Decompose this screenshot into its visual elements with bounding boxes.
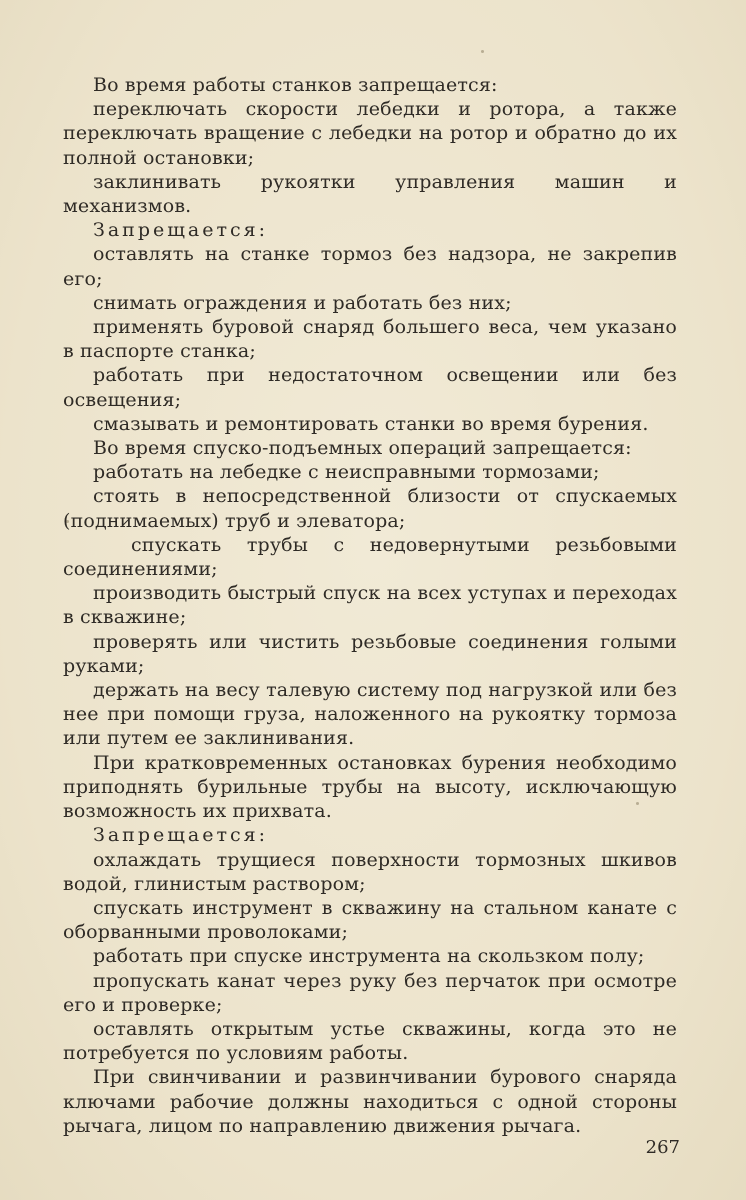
paragraph: смазывать и ремонтировать станки во время бурения. <box>93 412 649 435</box>
paragraph: применять буровой снаряд большего веса, чем указано в паспорте станка; <box>63 316 677 363</box>
page-number: 267 <box>645 1137 680 1158</box>
paragraph: стоять в непосредственной близости от спускаемых (поднимаемых) труб и элеватора; <box>63 485 677 532</box>
paragraph: работать при спуске инструмента на скользком полу; <box>93 945 645 968</box>
paragraph: производить быстрый спуск на всех уступах и переходах в скважине; <box>63 582 677 629</box>
paragraph: Во время спуско-подъемных операций запрещается: <box>93 437 632 460</box>
paragraph: заклинивать рукоятки управления машин и механизмов. <box>63 170 677 218</box>
paragraph: работать на лебедке с неисправными тормозами; <box>93 461 600 484</box>
paragraph: снимать ограждения и работать без них; <box>93 291 512 314</box>
paragraph: При свинчивании и развинчивании бурового снаряда ключами рабочие должны находиться с одной стороны рычага, лицом по направлению движения рычага. <box>63 1066 677 1137</box>
paragraph: держать на весу талевую систему под нагрузкой или без нее при помощи груза, наложенного на рукоятку тормоза или путем ее заклинивания. <box>63 679 677 750</box>
paragraph: Во время работы станков запрещается: <box>93 74 498 96</box>
paragraph: оставлять на станке тормоз без надзора, не закрепив его; <box>63 243 677 290</box>
paragraph: спускать инструмент в скважину на стальном канате с оборванными проволоками; <box>63 896 677 944</box>
paragraph-heading: Запрещается: <box>93 219 269 242</box>
paragraph: проверять или чистить резьбовые соединения голыми руками; <box>63 630 677 677</box>
body-text <box>63 73 677 1138</box>
paragraph: При кратковременных остановках бурения необходимо приподнять бурильные трубы на высоту, исключающую возможность их прихвата. <box>63 751 677 823</box>
paragraph: пропускать канат через руку без перчаток при осмотре его и проверке; <box>63 969 677 1016</box>
paper-speck <box>481 50 484 53</box>
paragraph: работать при недостаточном освещении или без освещения; <box>63 364 677 411</box>
paragraph: охлаждать трущиеся поверхности тормозных шкивов водой, глинистым раствором; <box>63 848 677 895</box>
paragraph: спускать трубы с недовернутыми резьбовыми соединениями; <box>63 533 677 581</box>
paragraph: оставлять открытым устье скважины, когда это не потребуется по условиям работы. <box>63 1017 677 1065</box>
paragraph: переключать скорости лебедки и ротора, а также переключать вращение с лебедки на ротор и обратно до их полной остановки; <box>63 98 677 169</box>
paragraph-heading: Запрещается: <box>93 824 269 847</box>
